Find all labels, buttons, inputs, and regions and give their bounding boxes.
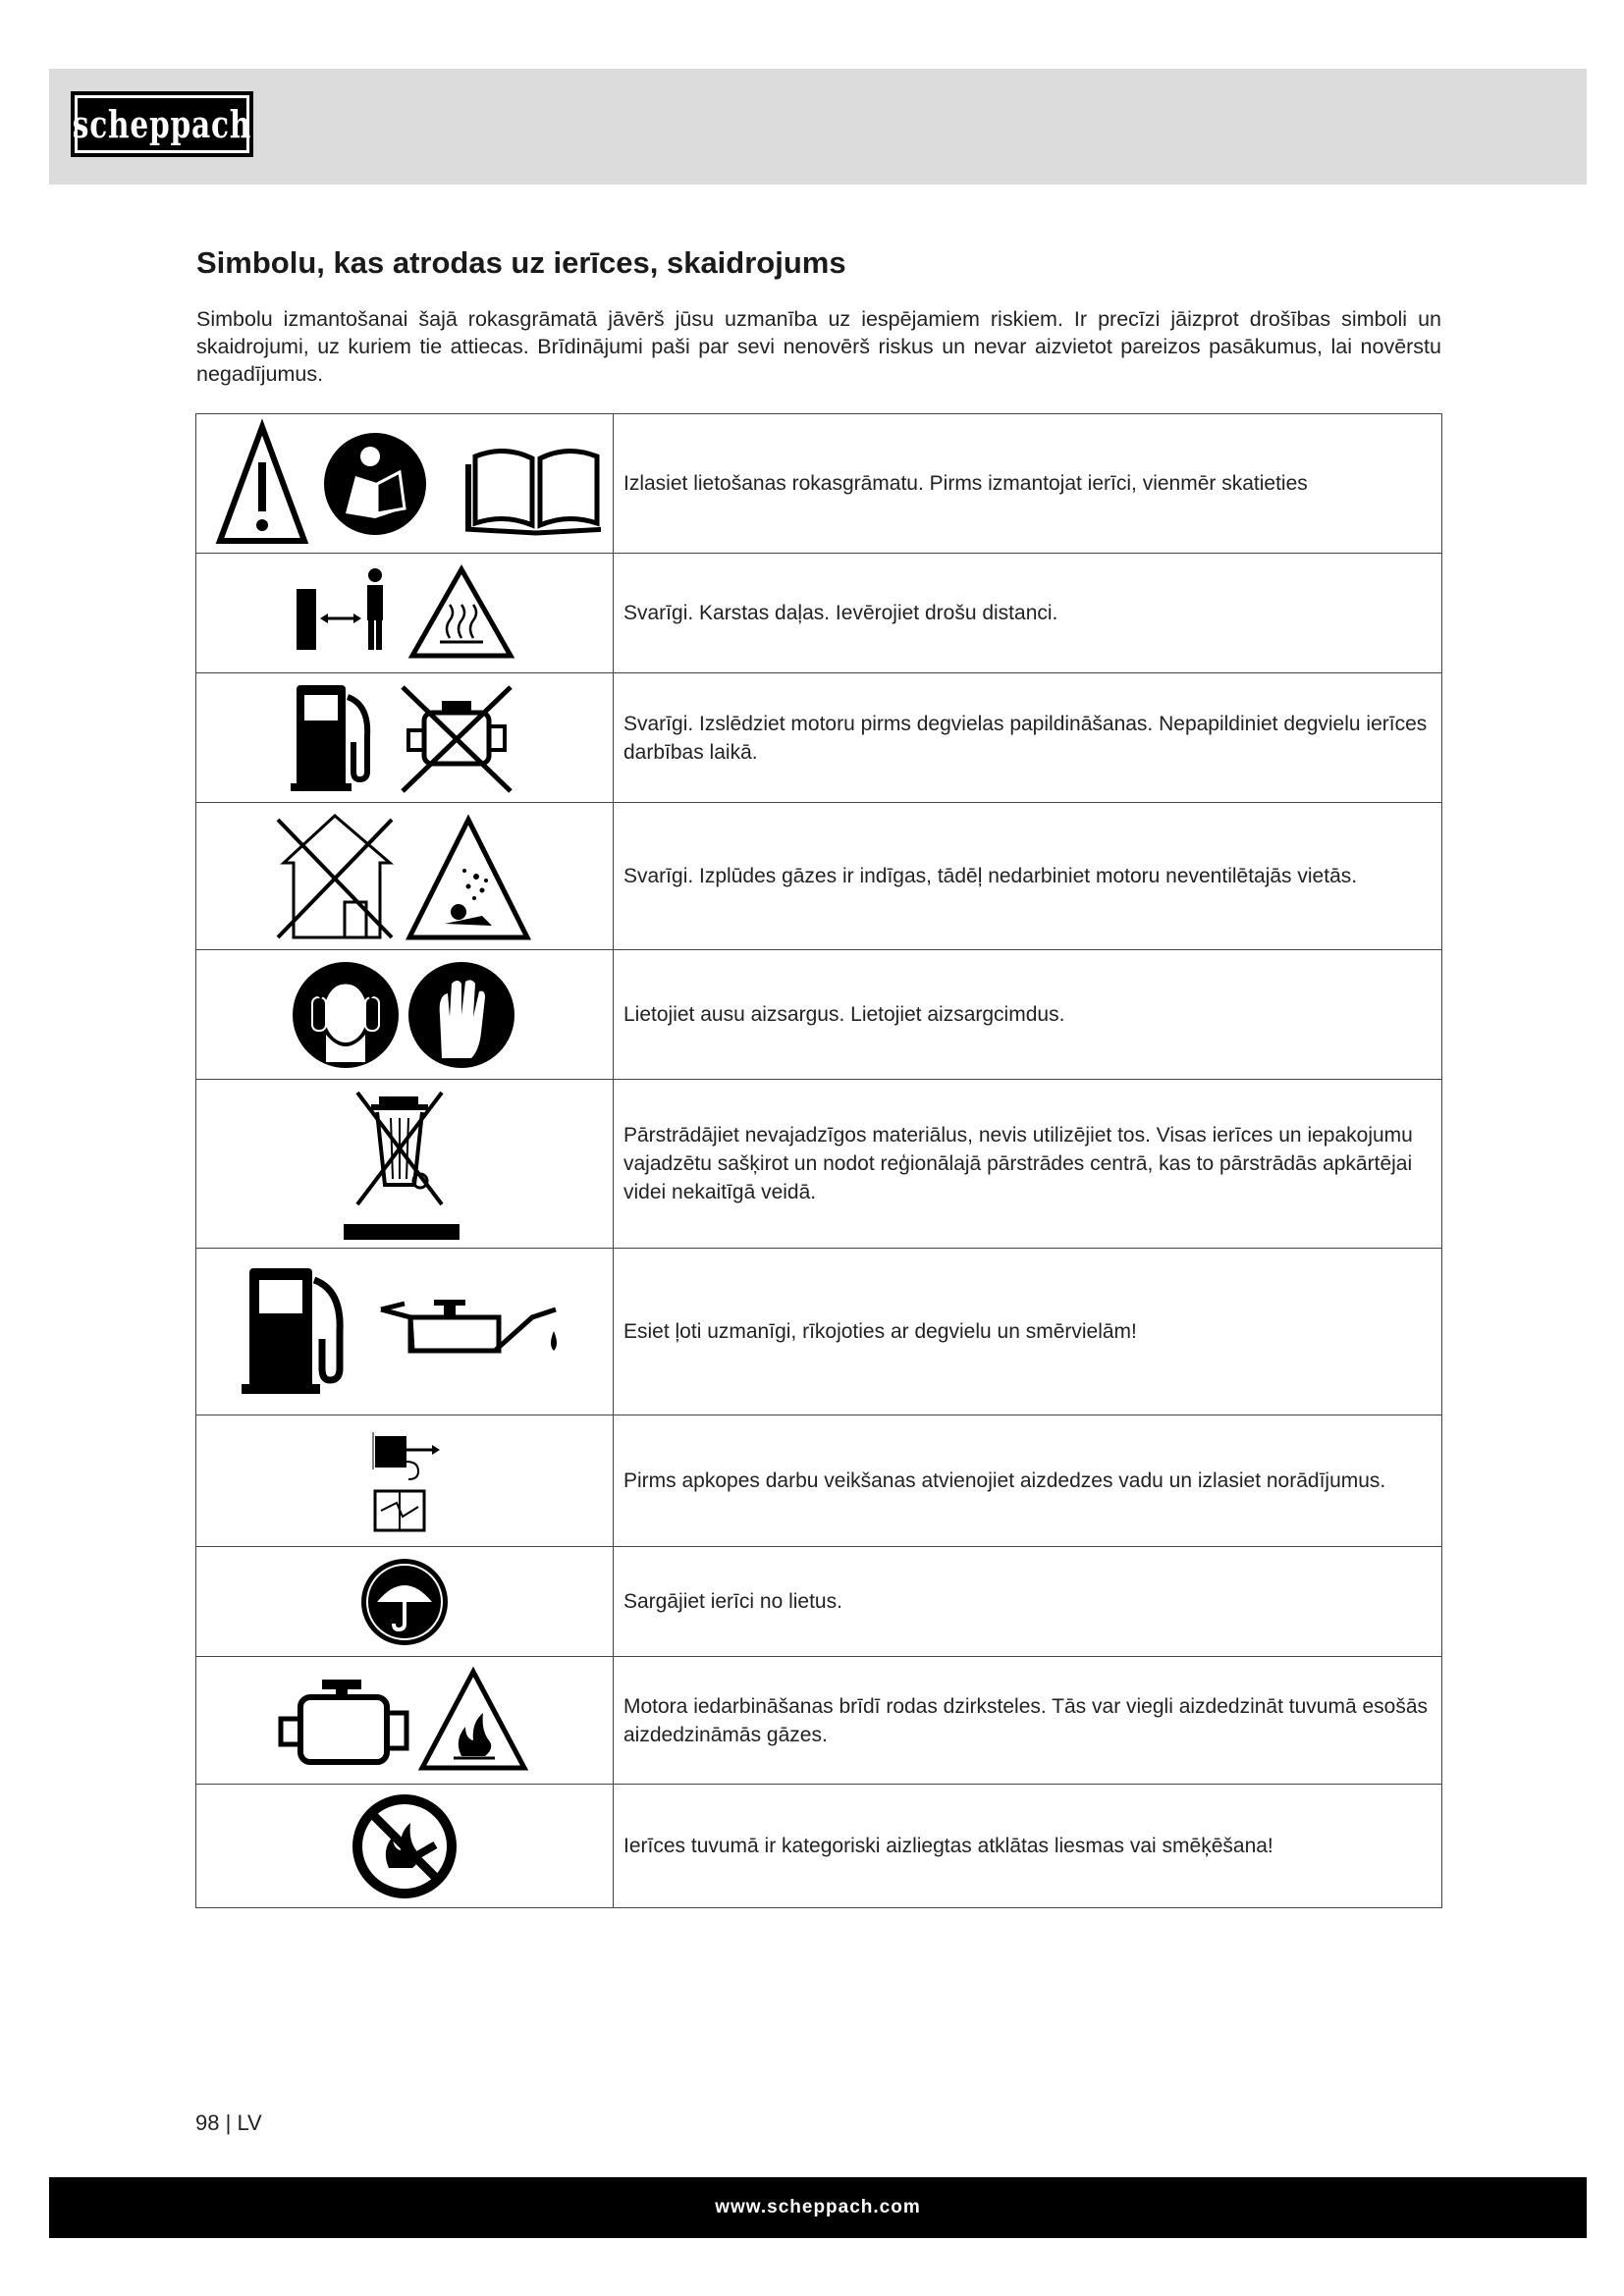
symbols-table (195, 413, 1442, 1908)
table-row (196, 950, 1442, 1080)
brand-logo: scheppach (71, 91, 253, 157)
row-description: Ierīces tuvumā ir kategoriski aizliegtas atklātas liesmas vai smēķēšana! (614, 1785, 1442, 1908)
open-book-icon (465, 447, 601, 533)
gloves-icon (408, 962, 514, 1068)
row-description: Izlasiet lietošanas rokasgrāmatu. Pirms izmantojat ierīci, vienmēr skatieties (614, 414, 1442, 554)
engine-icon (281, 1680, 406, 1762)
read-manual-icon (324, 433, 426, 535)
page-number: 98 | LV (195, 2110, 262, 2135)
row-description: Svarīgi. Karstas daļas. Ievērojiet drošu distanci. (614, 554, 1442, 673)
no-indoor-use-icon (278, 816, 392, 937)
table-row (196, 803, 1442, 950)
safety-distance-icon (297, 568, 383, 650)
toxic-fumes-icon (409, 820, 527, 937)
header-bar (49, 69, 1587, 185)
fuel-pump-icon (291, 685, 367, 791)
oil-can-icon (381, 1300, 557, 1351)
row-description: Esiet ļoti uzmanīgi, rīkojoties ar degvielu un smērvielām! (614, 1249, 1442, 1415)
page-title: Simbolu, kas atrodas uz ierīces, skaidrojums (196, 245, 846, 280)
intro-paragraph: Simbolu izmantošanai šajā rokasgrāmatā jāvērš jūsu uzmanība uz iespējamiem riskiem. Ir precīzi jāizprot drošības simboli un skaidrojumi, uz kuriem tie attiecas. Brīdinājumi paši par sevi nenovērš riskus un nevar aizvietot pareizos pasākumus, lai novērstu negadījumus. (196, 307, 1441, 386)
row-description: Svarīgi. Izslēdziet motoru pirms degvielas papildināšanas. Nepapildiniet degvielu ierīces darbības laikā. (614, 673, 1442, 803)
table-row (196, 1080, 1442, 1249)
engine-crossed-icon (403, 687, 511, 791)
row-description: Sargājiet ierīci no lietus. (614, 1547, 1442, 1657)
table-row (196, 554, 1442, 673)
footer-url[interactable]: www.scheppach.com (715, 2197, 921, 2217)
footer-bar (49, 2177, 1587, 2238)
fuel-pump-icon (242, 1268, 340, 1394)
ear-protection-icon (293, 962, 399, 1068)
table-row (196, 1547, 1442, 1657)
spark-plug-disconnect-icon (373, 1432, 440, 1530)
row-description: Svarīgi. Izplūdes gāzes ir indīgas, tādēļ nedarbiniet motoru neventilētajās vietās. (614, 803, 1442, 950)
no-open-flame-icon (357, 1799, 452, 1894)
row-description: Pirms apkopes darbu veikšanas atvienojiet aizdedzes vadu un izlasiet norādījumus. (614, 1415, 1442, 1547)
table-row (196, 1657, 1442, 1785)
table-row (196, 1785, 1442, 1908)
table-row (196, 414, 1442, 554)
crossed-bin-icon (344, 1093, 460, 1240)
row-description: Motora iedarbināšanas brīdī rodas dzirksteles. Tās var viegli aizdedzināt tuvumā esošās aizdedzināmās gāzes. (614, 1657, 1442, 1785)
table-row (196, 673, 1442, 803)
hot-surface-icon (412, 569, 511, 656)
row-description: Pārstrādājiet nevajadzīgos materiālus, nevis utilizējiet tos. Visas ierīces un iepakojumu vajadzētu sašķirot un nodot reģionālajā pārstrādes centrā, kas to pārstrādās apkārtējai videi nekaitīgā veidā. (614, 1080, 1442, 1249)
row-description: Lietojiet ausu aizsargus. Lietojiet aizsargcimdus. (614, 950, 1442, 1080)
flammable-warning-icon (422, 1672, 524, 1768)
umbrella-icon (361, 1559, 448, 1645)
table-row (196, 1415, 1442, 1547)
warning-triangle-icon (220, 427, 304, 541)
table-row (196, 1249, 1442, 1415)
